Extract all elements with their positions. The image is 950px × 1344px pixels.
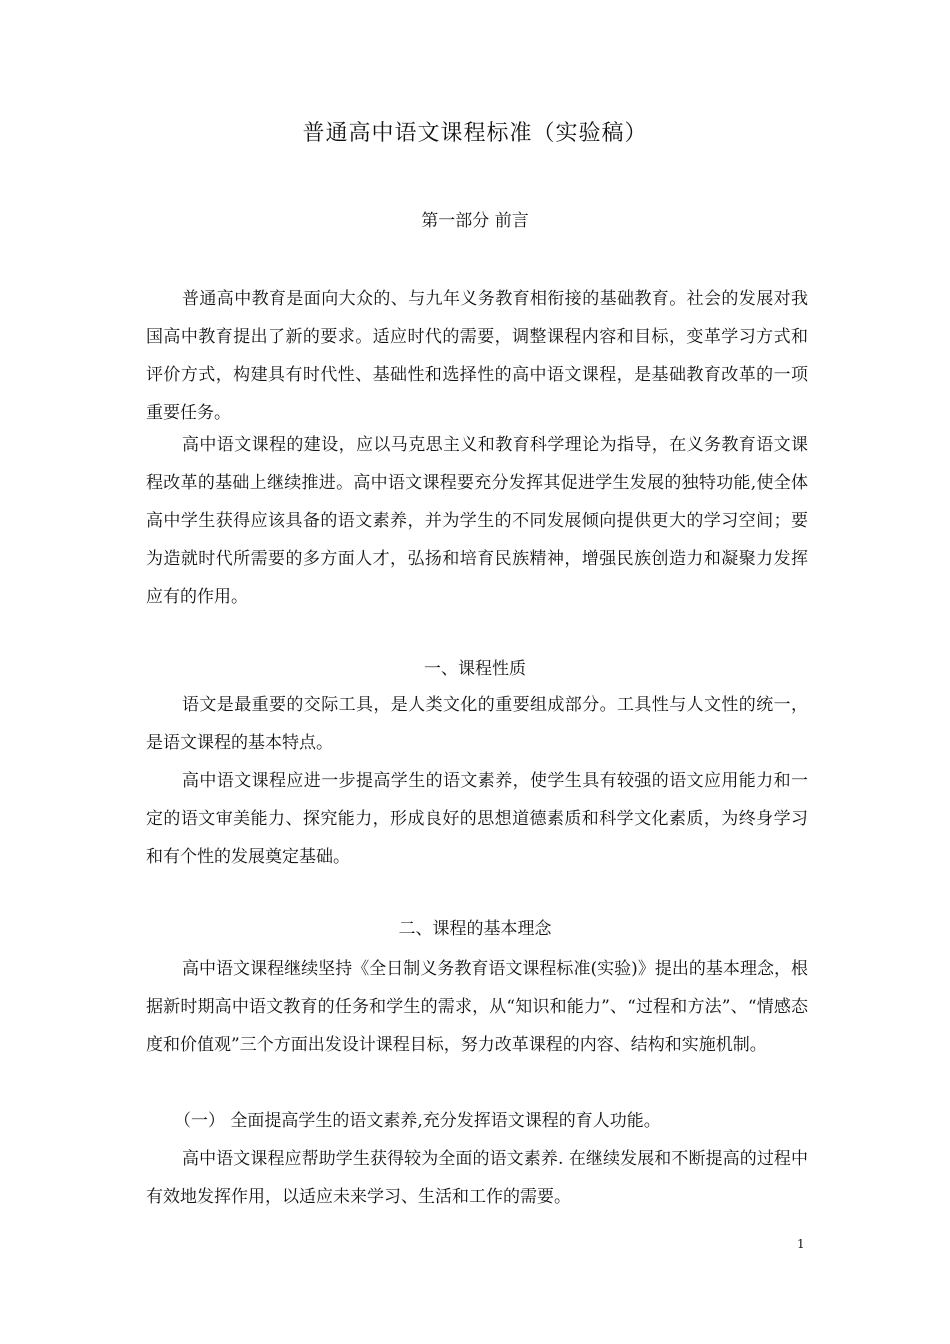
section-heading-course-nature: 一、课程性质 [424,659,526,679]
intro-paragraph-1: 普通高中教育是面向大众的、与九年义务教育相衔接的基础教育。社会的发展对我国高中教育提出了新的要求。适应时代的需要，调整课程内容和目标，变革学习方式和评价方式，构建具有时代性、基础性和选择性的高中语文课程，是基础教育改革的一项重要任务。 [146,289,808,423]
section-heading-basic-concepts: 二、课程的基本理念 [398,919,552,939]
section1-paragraph-2: 高中语文课程应进一步提高学生的语文素养，使学生具有较强的语文应用能力和一定的语文审美能力、探究能力，形成良好的思想道德素质和科学文化素质，为终身学习和有个性的发展奠定基础。 [146,771,808,867]
document-title: 普通高中语文课程标准（实验稿） [302,121,648,146]
part-title: 第一部分 前言 [421,211,529,231]
section2-paragraph-1: 高中语文课程继续坚持《全日制义务教育语文课程标准(实验)》提出的基本理念，根据新时期高中语文教育的任务和学生的需求，从“知识和能力”、“过程和方法”、“情感态度和价值观”三个方面出发设计课程目标，努力改革课程的内容、结构和实施机制。 [146,959,808,1055]
section2-item-1: （一） 全面提高学生的语文素养,充分发挥语文课程的育人功能。 [174,1111,661,1131]
page-number: 1 [797,1237,805,1251]
section1-paragraph-1: 语文是最重要的交际工具，是人类文化的重要组成部分。工具性与人文性的统一，是语文课程的基本特点。 [146,695,808,753]
section2-paragraph-2: 高中语文课程应帮助学生获得较为全面的语文素养. 在继续发展和不断提高的过程中有效地发挥作用，以适应未来学习、生活和工作的需要。 [146,1149,808,1207]
intro-paragraph-2: 高中语文课程的建设，应以马克思主义和教育科学理论为指导，在义务教育语文课程改革的基础上继续推进。高中语文课程要充分发挥其促进学生发展的独特功能,使全体高中学生获得应该具备的语文素养，并为学生的不同发展倾向提供更大的学习空间；要为造就时代所需要的多方面人才，弘扬和培育民族精神，增强民族创造力和凝聚力发挥应有的作用。 [146,435,808,607]
